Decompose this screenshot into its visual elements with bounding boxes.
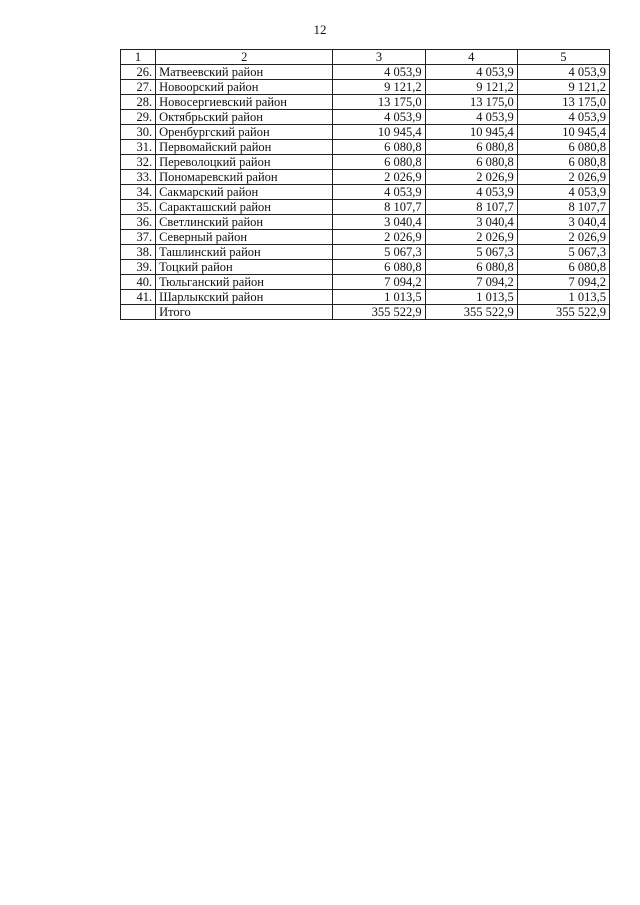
- row-number: 35.: [121, 200, 156, 215]
- district-name: Шарлыкский район: [156, 290, 333, 305]
- value-col-5: 5 067,3: [517, 245, 609, 260]
- value-col-5: 2 026,9: [517, 230, 609, 245]
- district-name: Матвеевский район: [156, 65, 333, 80]
- table-body: [121, 50, 610, 320]
- row-number: 26.: [121, 65, 156, 80]
- total-empty-cell: [121, 305, 156, 320]
- header-cell-5: 5: [517, 50, 609, 65]
- value-col-5: 6 080,8: [517, 140, 609, 155]
- value-col-5: 13 175,0: [517, 95, 609, 110]
- header-cell-3: 3: [333, 50, 425, 65]
- value-col-4: 13 175,0: [425, 95, 517, 110]
- total-col-4: 355 522,9: [425, 305, 517, 320]
- table-row: [121, 200, 610, 215]
- table-row: [121, 95, 610, 110]
- row-number: 31.: [121, 140, 156, 155]
- value-col-3: 13 175,0: [333, 95, 425, 110]
- table-row: [121, 290, 610, 305]
- value-col-4: 6 080,8: [425, 140, 517, 155]
- district-name: Переволоцкий район: [156, 155, 333, 170]
- value-col-4: 8 107,7: [425, 200, 517, 215]
- value-col-3: 4 053,9: [333, 65, 425, 80]
- value-col-3: 1 013,5: [333, 290, 425, 305]
- table-row: [121, 170, 610, 185]
- total-label: Итого: [156, 305, 333, 320]
- value-col-4: 1 013,5: [425, 290, 517, 305]
- district-name: Октябрьский район: [156, 110, 333, 125]
- value-col-5: 3 040,4: [517, 215, 609, 230]
- table-row: [121, 155, 610, 170]
- value-col-5: 9 121,2: [517, 80, 609, 95]
- value-col-5: 7 094,2: [517, 275, 609, 290]
- table-row: [121, 275, 610, 290]
- value-col-3: 9 121,2: [333, 80, 425, 95]
- value-col-4: 4 053,9: [425, 65, 517, 80]
- value-col-4: 4 053,9: [425, 110, 517, 125]
- district-name: Ташлинский район: [156, 245, 333, 260]
- value-col-5: 8 107,7: [517, 200, 609, 215]
- district-name: Светлинский район: [156, 215, 333, 230]
- table-row: [121, 185, 610, 200]
- row-number: 40.: [121, 275, 156, 290]
- district-name: Оренбургский район: [156, 125, 333, 140]
- value-col-3: 2 026,9: [333, 230, 425, 245]
- table-row: [121, 140, 610, 155]
- row-number: 34.: [121, 185, 156, 200]
- row-number: 29.: [121, 110, 156, 125]
- value-col-3: 6 080,8: [333, 155, 425, 170]
- value-col-4: 2 026,9: [425, 230, 517, 245]
- value-col-5: 4 053,9: [517, 110, 609, 125]
- value-col-3: 10 945,4: [333, 125, 425, 140]
- value-col-5: 4 053,9: [517, 65, 609, 80]
- row-number: 39.: [121, 260, 156, 275]
- value-col-3: 7 094,2: [333, 275, 425, 290]
- row-number: 36.: [121, 215, 156, 230]
- value-col-4: 2 026,9: [425, 170, 517, 185]
- value-col-3: 8 107,7: [333, 200, 425, 215]
- district-name: Саракташский район: [156, 200, 333, 215]
- value-col-4: 3 040,4: [425, 215, 517, 230]
- row-number: 30.: [121, 125, 156, 140]
- table-row: [121, 65, 610, 80]
- value-col-3: 4 053,9: [333, 110, 425, 125]
- table-row: [121, 215, 610, 230]
- row-number: 41.: [121, 290, 156, 305]
- district-name: Сакмарский район: [156, 185, 333, 200]
- value-col-3: 4 053,9: [333, 185, 425, 200]
- value-col-4: 9 121,2: [425, 80, 517, 95]
- value-col-5: 6 080,8: [517, 260, 609, 275]
- table-row: [121, 230, 610, 245]
- value-col-5: 1 013,5: [517, 290, 609, 305]
- table-row: [121, 245, 610, 260]
- value-col-4: 6 080,8: [425, 155, 517, 170]
- header-cell-4: 4: [425, 50, 517, 65]
- total-col-3: 355 522,9: [333, 305, 425, 320]
- value-col-3: 5 067,3: [333, 245, 425, 260]
- table-row: [121, 260, 610, 275]
- value-col-4: 6 080,8: [425, 260, 517, 275]
- page-number: 12: [313, 22, 327, 37]
- row-number: 33.: [121, 170, 156, 185]
- district-name: Новосергиевский район: [156, 95, 333, 110]
- table-header-row: [121, 50, 610, 65]
- header-cell-1: 1: [121, 50, 156, 65]
- total-row: [121, 305, 610, 320]
- allocation-table: [120, 49, 610, 320]
- district-name: Тюльганский район: [156, 275, 333, 290]
- value-col-3: 6 080,8: [333, 260, 425, 275]
- value-col-4: 10 945,4: [425, 125, 517, 140]
- row-number: 38.: [121, 245, 156, 260]
- district-name: Новоорский район: [156, 80, 333, 95]
- table-row: [121, 125, 610, 140]
- district-name: Северный район: [156, 230, 333, 245]
- total-col-5: 355 522,9: [517, 305, 609, 320]
- table-row: [121, 110, 610, 125]
- district-name: Первомайский район: [156, 140, 333, 155]
- value-col-5: 6 080,8: [517, 155, 609, 170]
- row-number: 28.: [121, 95, 156, 110]
- row-number: 27.: [121, 80, 156, 95]
- header-cell-2: 2: [156, 50, 333, 65]
- value-col-4: 4 053,9: [425, 185, 517, 200]
- value-col-5: 2 026,9: [517, 170, 609, 185]
- row-number: 32.: [121, 155, 156, 170]
- value-col-4: 7 094,2: [425, 275, 517, 290]
- value-col-5: 10 945,4: [517, 125, 609, 140]
- value-col-3: 6 080,8: [333, 140, 425, 155]
- value-col-3: 3 040,4: [333, 215, 425, 230]
- value-col-4: 5 067,3: [425, 245, 517, 260]
- value-col-5: 4 053,9: [517, 185, 609, 200]
- district-name: Тоцкий район: [156, 260, 333, 275]
- district-name: Пономаревский район: [156, 170, 333, 185]
- row-number: 37.: [121, 230, 156, 245]
- table-row: [121, 80, 610, 95]
- value-col-3: 2 026,9: [333, 170, 425, 185]
